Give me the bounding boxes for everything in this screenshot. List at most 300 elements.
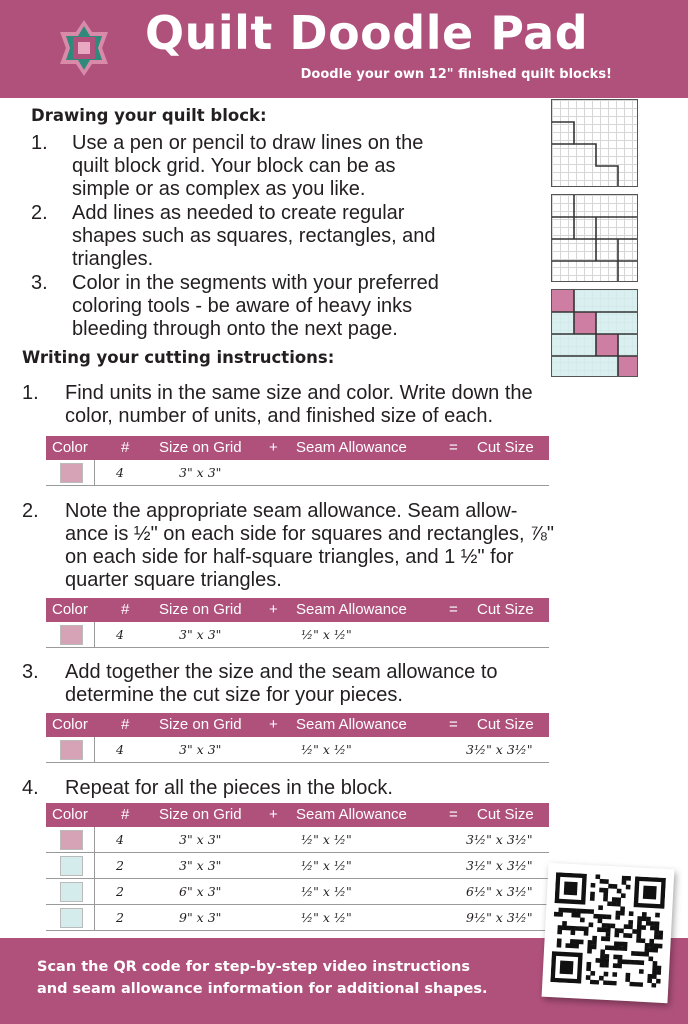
qr-module — [603, 897, 608, 902]
col-plus: + — [269, 806, 278, 823]
qr-module — [590, 896, 595, 901]
qr-module — [626, 876, 631, 881]
qr-module — [614, 941, 619, 946]
qr-module — [558, 908, 563, 913]
qr-module — [606, 928, 611, 933]
qr-finder-pattern — [564, 881, 578, 895]
col-size: Size on Grid — [159, 601, 242, 618]
seam-allowance: ½" x ½" — [301, 910, 352, 925]
grid-size: 3" x 3" — [179, 627, 222, 642]
qr-module — [622, 876, 627, 881]
qr-module — [580, 909, 585, 914]
qr-module — [612, 981, 617, 986]
qr-module — [645, 943, 650, 948]
qr-module — [590, 971, 595, 976]
qr-module — [644, 952, 649, 957]
qr-module — [612, 902, 617, 907]
col-plus: + — [269, 601, 278, 618]
qr-module — [570, 930, 575, 935]
table-row — [46, 905, 549, 931]
qr-module — [598, 914, 603, 919]
qr-module — [589, 909, 594, 914]
qr-module — [652, 974, 657, 979]
seam-allowance: ½" x ½" — [301, 742, 352, 757]
qr-module — [587, 949, 592, 954]
qr-module — [607, 981, 612, 986]
qr-module — [654, 930, 659, 935]
qr-module — [590, 980, 595, 985]
grid-size: 9" x 3" — [179, 910, 222, 925]
cut-size: 3½" x 3½" — [466, 832, 533, 847]
qr-module — [586, 975, 591, 980]
qr-module — [572, 908, 577, 913]
qr-module — [620, 906, 625, 911]
qr-module — [603, 892, 608, 897]
qr-module — [605, 945, 610, 950]
table-row — [46, 737, 549, 763]
qr-finder-pattern — [560, 961, 574, 975]
qr-module — [653, 943, 658, 948]
qr-module — [604, 954, 609, 959]
qr-module — [614, 946, 619, 951]
qr-module — [631, 960, 636, 965]
qr-module — [620, 911, 625, 916]
qr-module — [601, 936, 606, 941]
col-equals: = — [449, 439, 458, 456]
footer-line: and seam allowance information for additional shapes. — [37, 981, 488, 997]
col-count: # — [121, 716, 130, 733]
step-text-line: shapes such as squares, rectangles, and — [72, 225, 436, 247]
qr-module — [618, 942, 623, 947]
qr-module — [637, 925, 642, 930]
qr-module — [622, 946, 627, 951]
qr-module — [586, 966, 591, 971]
qr-module — [646, 921, 651, 926]
color-swatch — [60, 463, 83, 483]
qr-module — [656, 979, 661, 984]
qr-module — [626, 885, 631, 890]
column-divider — [94, 737, 95, 763]
color-swatch — [60, 625, 83, 645]
qr-module — [579, 939, 584, 944]
drawing-heading: Drawing your quilt block: — [31, 106, 267, 125]
qr-module — [604, 879, 609, 884]
unit-count: 2 — [116, 858, 124, 873]
cut-size: 6½" x 3½" — [466, 884, 533, 899]
column-divider — [94, 827, 95, 853]
qr-module — [629, 982, 634, 987]
qr-module — [615, 928, 620, 933]
qr-module — [593, 914, 598, 919]
qr-module — [658, 935, 663, 940]
col-color: Color — [52, 716, 88, 733]
seam-allowance: ½" x ½" — [301, 858, 352, 873]
cutting-table-1 — [46, 436, 549, 486]
qr-module — [574, 939, 579, 944]
qr-module — [659, 930, 664, 935]
qr-module — [635, 960, 640, 965]
unit-count: 2 — [116, 910, 124, 925]
qr-module — [639, 960, 644, 965]
qr-module — [613, 884, 618, 889]
step-text-line: coloring tools - be aware of heavy inks — [72, 295, 413, 317]
qr-module — [648, 956, 653, 961]
unit-count: 4 — [116, 832, 124, 847]
grid-size: 3" x 3" — [179, 742, 222, 757]
col-size: Size on Grid — [159, 716, 242, 733]
qr-module — [604, 963, 609, 968]
qr-module — [631, 951, 636, 956]
qr-module — [554, 912, 559, 917]
block-diagram-step-1 — [551, 99, 638, 187]
qr-module — [640, 952, 645, 957]
qr-module — [563, 908, 568, 913]
qr-module — [571, 926, 576, 931]
qr-module — [600, 954, 605, 959]
qr-module — [622, 959, 627, 964]
qr-module — [591, 883, 596, 888]
col-color: Color — [52, 439, 88, 456]
qr-module — [613, 955, 618, 960]
seam-allowance: ½" x ½" — [301, 627, 352, 642]
qr-module — [635, 951, 640, 956]
qr-module — [607, 915, 612, 920]
step-text-line: Add together the size and the seam allowance to — [65, 661, 498, 683]
col-plus: + — [269, 439, 278, 456]
qr-module — [600, 879, 605, 884]
qr-module — [618, 955, 623, 960]
col-size: Size on Grid — [159, 439, 242, 456]
grid-size: 3" x 3" — [179, 465, 222, 480]
qr-module — [626, 973, 631, 978]
qr-module — [576, 909, 581, 914]
col-seam: Seam Allowance — [296, 716, 407, 733]
qr-module — [570, 943, 575, 948]
qr-module — [610, 924, 615, 929]
qr-module — [616, 902, 621, 907]
col-seam: Seam Allowance — [296, 601, 407, 618]
step-text-line: Note the appropriate seam allowance. Seam allow- — [65, 500, 518, 522]
qr-module — [558, 912, 563, 917]
qr-module — [598, 918, 603, 923]
step-number: 3. — [31, 272, 48, 294]
table-header — [46, 598, 549, 622]
qr-module — [602, 914, 607, 919]
qr-module — [650, 926, 655, 931]
step-number: 2. — [22, 500, 39, 522]
col-count: # — [121, 439, 130, 456]
qr-module — [636, 934, 641, 939]
qr-module — [613, 963, 618, 968]
qr-module — [612, 897, 617, 902]
table-header — [46, 713, 549, 737]
step-text-line: Color in the segments with your preferred — [72, 272, 439, 294]
qr-module — [565, 943, 570, 948]
step-text-line: Add lines as needed to create regular — [72, 202, 405, 224]
qr-module — [628, 924, 633, 929]
qr-module — [658, 944, 663, 949]
col-color: Color — [52, 806, 88, 823]
table-header — [46, 436, 549, 460]
qr-module — [638, 982, 643, 987]
qr-module — [570, 939, 575, 944]
qr-module — [606, 932, 611, 937]
step-text-line: triangles. — [72, 248, 154, 270]
step-text-line: ance is ½" on each side for squares and rectangles, ⅞" — [65, 523, 554, 545]
qr-module — [647, 978, 652, 983]
qr-module — [654, 935, 659, 940]
column-divider — [94, 905, 95, 931]
unit-count: 4 — [116, 742, 124, 757]
qr-module — [605, 936, 610, 941]
qr-module — [641, 925, 646, 930]
qr-module — [579, 926, 584, 931]
quilt-star-logo-icon — [54, 18, 114, 78]
qr-module — [639, 969, 644, 974]
qr-module — [649, 948, 654, 953]
seam-allowance: ½" x ½" — [301, 884, 352, 899]
qr-module — [616, 897, 621, 902]
cutting-table-3 — [46, 713, 549, 763]
qr-module — [571, 913, 576, 918]
qr-module — [649, 939, 654, 944]
table-row — [46, 622, 549, 648]
table-row — [46, 879, 549, 905]
qr-module — [625, 977, 630, 982]
qr-module — [574, 944, 579, 949]
qr-module — [562, 925, 567, 930]
grid-size: 3" x 3" — [179, 858, 222, 873]
col-equals: = — [449, 601, 458, 618]
qr-module — [588, 922, 593, 927]
cut-size: 3½" x 3½" — [466, 742, 533, 757]
qr-code-card[interactable] — [542, 863, 675, 1003]
qr-module — [597, 927, 602, 932]
qr-module — [595, 874, 600, 879]
qr-module — [586, 962, 591, 967]
step-text-line: quilt block grid. Your block can be as — [72, 155, 396, 177]
step-number: 4. — [22, 777, 39, 799]
cut-size: 3½" x 3½" — [466, 858, 533, 873]
step-number: 1. — [22, 382, 39, 404]
cutting-heading: Writing your cutting instructions: — [22, 348, 335, 367]
col-cut: Cut Size — [477, 806, 534, 823]
qr-module — [606, 923, 611, 928]
qr-module — [614, 933, 619, 938]
qr-module — [600, 949, 605, 954]
qr-module — [652, 965, 657, 970]
grid-size: 3" x 3" — [179, 832, 222, 847]
qr-module — [566, 926, 571, 931]
step-number: 3. — [22, 661, 39, 683]
qr-module — [592, 936, 597, 941]
step-text-line: Repeat for all the pieces in the block. — [65, 777, 393, 799]
qr-module — [655, 913, 660, 918]
qr-module — [617, 964, 622, 969]
qr-module — [628, 933, 633, 938]
color-swatch — [60, 740, 83, 760]
qr-module — [626, 960, 631, 965]
qr-module — [584, 927, 589, 932]
step-number: 1. — [31, 132, 48, 154]
block-diagram-step-3 — [551, 289, 638, 377]
grid-size: 6" x 3" — [179, 884, 222, 899]
col-color: Color — [52, 601, 88, 618]
col-equals: = — [449, 806, 458, 823]
qr-module — [600, 958, 605, 963]
qr-module — [657, 966, 662, 971]
qr-module — [646, 917, 651, 922]
qr-module — [622, 880, 627, 885]
qr-module — [621, 893, 626, 898]
qr-module — [587, 944, 592, 949]
qr-module — [616, 911, 621, 916]
col-seam: Seam Allowance — [296, 806, 407, 823]
qr-module — [588, 940, 593, 945]
qr-module — [655, 921, 660, 926]
color-swatch — [60, 882, 83, 902]
qr-module — [604, 888, 609, 893]
qr-module — [624, 924, 629, 929]
qr-module — [642, 916, 647, 921]
column-divider — [94, 853, 95, 879]
qr-module — [604, 958, 609, 963]
qr-module — [557, 943, 562, 948]
col-count: # — [121, 601, 130, 618]
qr-module — [615, 915, 620, 920]
qr-module — [585, 909, 590, 914]
qr-module — [598, 905, 603, 910]
qr-module — [557, 930, 562, 935]
step-text-line: color, number of units, and finished size of each. — [65, 405, 494, 427]
qr-module — [557, 938, 562, 943]
col-equals: = — [449, 716, 458, 733]
qr-module — [599, 976, 604, 981]
step-text-line: bleeding through onto the next page. — [72, 318, 398, 340]
qr-module — [647, 974, 652, 979]
qr-module — [641, 938, 646, 943]
col-seam: Seam Allowance — [296, 439, 407, 456]
column-divider — [94, 879, 95, 905]
qr-module — [629, 911, 634, 916]
qr-module — [608, 884, 613, 889]
qr-module — [601, 927, 606, 932]
col-count: # — [121, 806, 130, 823]
cutting-table-4 — [46, 803, 549, 931]
step-text-line: Use a pen or pencil to draw lines on the — [72, 132, 424, 154]
step-text-line: quarter square triangles. — [65, 569, 282, 591]
qr-module — [637, 921, 642, 926]
table-header — [46, 803, 549, 827]
table-row — [46, 853, 549, 879]
qr-module — [617, 889, 622, 894]
qr-module — [595, 958, 600, 963]
qr-module — [619, 928, 624, 933]
qr-module — [623, 942, 628, 947]
qr-module — [604, 972, 609, 977]
header-banner — [0, 0, 688, 98]
qr-module — [584, 931, 589, 936]
qr-module — [636, 938, 641, 943]
unit-count: 4 — [116, 627, 124, 642]
page-subtitle: Doodle your own 12" finished quilt blocks! — [300, 67, 612, 82]
qr-module — [600, 963, 605, 968]
col-cut: Cut Size — [477, 716, 534, 733]
qr-module — [612, 972, 617, 977]
qr-module — [580, 918, 585, 923]
qr-module — [594, 980, 599, 985]
footer-line: Scan the QR code for step-by-step video instructions — [37, 959, 471, 975]
unit-count: 2 — [116, 884, 124, 899]
step-number: 2. — [31, 202, 48, 224]
qr-module — [609, 945, 614, 950]
qr-module — [651, 983, 656, 988]
page-title: Quilt Doodle Pad — [145, 6, 589, 60]
table-row — [46, 827, 549, 853]
qr-code-icon[interactable] — [550, 872, 666, 988]
qr-module — [567, 908, 572, 913]
qr-module — [617, 959, 622, 964]
qr-module — [637, 916, 642, 921]
qr-module — [654, 926, 659, 931]
qr-module — [575, 926, 580, 931]
col-cut: Cut Size — [477, 439, 534, 456]
step-text-line: determine the cut size for your pieces. — [65, 684, 403, 706]
col-plus: + — [269, 716, 278, 733]
qr-module — [649, 943, 654, 948]
qr-module — [607, 901, 612, 906]
qr-module — [592, 945, 597, 950]
qr-module — [637, 929, 642, 934]
qr-module — [599, 888, 604, 893]
qr-module — [650, 921, 655, 926]
qr-module — [656, 970, 661, 975]
col-cut: Cut Size — [477, 601, 534, 618]
step-text-line: simple or as complex as you like. — [72, 178, 366, 200]
qr-module — [628, 920, 633, 925]
color-swatch — [60, 908, 83, 928]
footer-text — [37, 956, 488, 1000]
qr-module — [592, 940, 597, 945]
qr-module — [576, 913, 581, 918]
qr-module — [602, 923, 607, 928]
column-divider — [94, 622, 95, 648]
step-text-line: Find units in the same size and color. Write down the — [65, 382, 533, 404]
qr-finder-pattern — [643, 886, 657, 900]
block-diagram-step-2 — [551, 194, 638, 282]
qr-module — [618, 946, 623, 951]
qr-module — [632, 929, 637, 934]
qr-module — [634, 982, 639, 987]
qr-module — [644, 947, 649, 952]
qr-module — [653, 948, 658, 953]
qr-module — [652, 970, 657, 975]
seam-allowance: ½" x ½" — [301, 832, 352, 847]
cut-size: 9½" x 3½" — [466, 910, 533, 925]
cutting-table-2 — [46, 598, 549, 648]
step-text-line: on each side for half-square triangles, and 1 ½" for — [65, 546, 514, 568]
col-size: Size on Grid — [159, 806, 242, 823]
color-swatch — [60, 830, 83, 850]
qr-module — [603, 980, 608, 985]
qr-module — [562, 921, 567, 926]
qr-module — [653, 961, 658, 966]
column-divider — [94, 460, 95, 486]
qr-module — [623, 933, 628, 938]
qr-module — [558, 925, 563, 930]
qr-module — [590, 892, 595, 897]
qr-module — [642, 912, 647, 917]
